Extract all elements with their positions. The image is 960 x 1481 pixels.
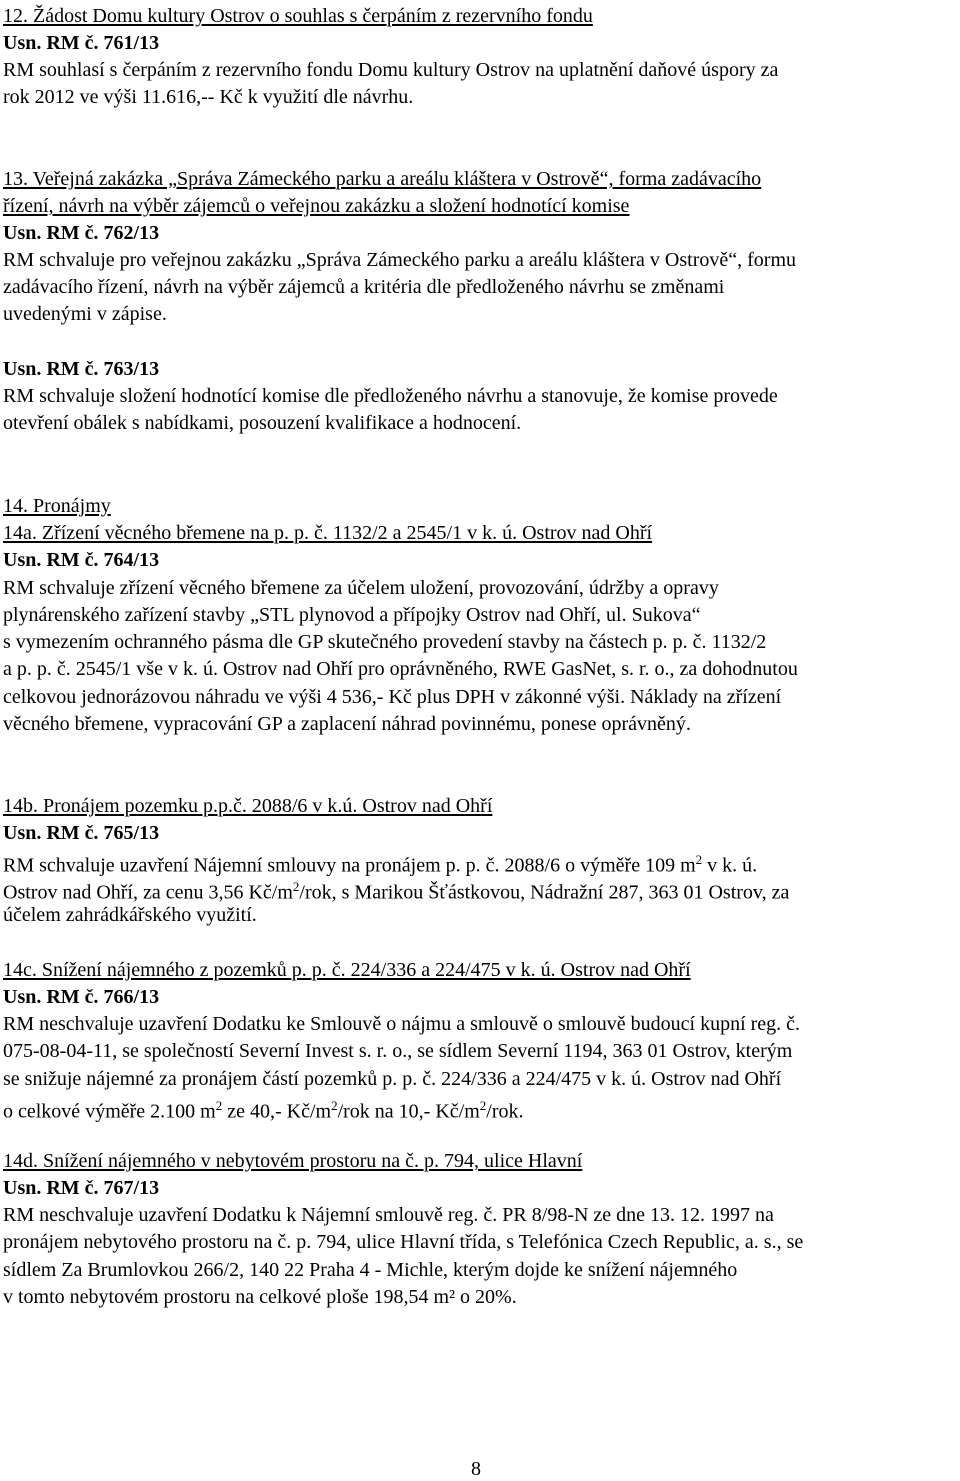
subsection-14a-heading: 14a. Zřízení věcného břemene na p. p. č. 1132/2 a 2545/1 v k. ú. Ostrov nad Ohří	[3, 522, 653, 544]
superscript: 2	[215, 1098, 223, 1113]
resolution-text-line: účelem zahrádkářského využití.	[3, 904, 257, 926]
resolution-number: Usn. RM č. 763/13	[3, 358, 160, 380]
superscript: 2	[479, 1098, 487, 1113]
text-run: RM schvaluje uzavření Nájemní smlouvy na pronájem p. p. č. 2088/6 o výměře 109 m	[3, 854, 696, 877]
resolution-text-line: se snižuje nájemné za pronájem částí pozemků p. p. č. 224/336 a 224/475 v k. ú. Ostrov nad Ohří	[3, 1068, 782, 1090]
resolution-text-line: RM schvaluje pro veřejnou zakázku „Správa Zámeckého parku a areálu kláštera v Ostrově“, formu	[3, 249, 797, 271]
resolution-text-line: plynárenského zařízení stavby „STL plynovod a přípojky Ostrov nad Ohří, ul. Sukova“	[3, 604, 701, 626]
resolution-text-line: RM schvaluje zřízení věcného břemene za účelem uložení, provozování, údržby a opravy	[3, 577, 719, 599]
resolution-number: Usn. RM č. 762/13	[3, 222, 160, 244]
resolution-text-line: RM neschvaluje uzavření Dodatku k Nájemní smlouvě reg. č. PR 8/98-N ze dne 13. 12. 1997 na	[3, 1204, 774, 1226]
page-number: 8	[471, 1458, 481, 1480]
section-13-heading-line: řízení, návrh na výběr zájemců o veřejnou zakázku a složení hodnotící komise	[3, 195, 630, 217]
subsection-14d-heading: 14d. Snížení nájemného v nebytovém prostoru na č. p. 794, ulice Hlavní	[3, 1150, 583, 1172]
subsection-14c-heading: 14c. Snížení nájemného z pozemků p. p. č. 224/336 a 224/475 v k. ú. Ostrov nad Ohří	[3, 959, 691, 981]
resolution-text-line: otevření obálek s nabídkami, posouzení kvalifikace a hodnocení.	[3, 412, 522, 434]
resolution-text-line: sídlem Za Brumlovkou 266/2, 140 22 Praha 4 - Michle, kterým dojde ke snížení nájemného	[3, 1259, 738, 1281]
superscript: 2	[695, 852, 703, 867]
resolution-text-line: celkovou jednorázovou náhradu ve výši 4 536,- Kč plus DPH v zákonné výši. Náklady na zřízení	[3, 686, 782, 708]
text-run: v k. ú.	[702, 854, 758, 877]
resolution-text-line: a p. p. č. 2545/1 vše v k. ú. Ostrov nad Ohří pro oprávněného, RWE GasNet, s. r. o., za dohodnutou	[3, 658, 798, 680]
resolution-text-line: RM souhlasí s čerpáním z rezervního fondu Domu kultury Ostrov na uplatnění daňové úspory za	[3, 59, 779, 81]
resolution-text-line: s vymezením ochranného pásma dle GP skutečného provedení stavby na částech p. p. č. 1132/2	[3, 631, 767, 653]
resolution-text-line: uvedenými v zápise.	[3, 303, 167, 325]
resolution-number: Usn. RM č. 761/13	[3, 32, 160, 54]
text-run: /rok.	[486, 1100, 524, 1123]
resolution-text-line: 075-08-04-11, se společností Severní Invest s. r. o., se sídlem Severní 1194, 363 01 Ostrov, kterým	[3, 1040, 793, 1062]
resolution-text-line	[3, 848, 757, 878]
resolution-text-line: rok 2012 ve výši 11.616,-- Kč k využití dle návrhu.	[3, 86, 414, 108]
resolution-number: Usn. RM č. 764/13	[3, 549, 160, 571]
resolution-text-line: v tomto nebytovém prostoru na celkové ploše 198,54 m² o 20%.	[3, 1286, 517, 1308]
section-14-heading: 14. Pronájmy	[3, 495, 111, 517]
resolution-number: Usn. RM č. 767/13	[3, 1177, 160, 1199]
text-run: /rok, s Marikou Šťástkovou, Nádražní 287, 363 01 Ostrov, za	[299, 881, 790, 904]
superscript: 2	[331, 1098, 338, 1113]
subsection-14b-heading: 14b. Pronájem pozemku p.p.č. 2088/6 v k.ú. Ostrov nad Ohří	[3, 795, 493, 817]
section-13-heading-line: 13. Veřejná zakázka „Správa Zámeckého parku a areálu kláštera v Ostrově“, forma zadávacího	[3, 168, 762, 190]
resolution-text-line	[3, 875, 789, 905]
resolution-text-line	[3, 1094, 523, 1124]
resolution-text-line: pronájem nebytového prostoru na č. p. 794, ulice Hlavní třída, s Telefónica Czech Republic, a. s., se	[3, 1231, 804, 1253]
resolution-text-line: věcného břemene, vypracování GP a zaplacení náhrad povinnému, ponese oprávněný.	[3, 713, 691, 735]
resolution-text-line: RM schvaluje složení hodnotící komise dle předloženého návrhu a stanovuje, že komise provede	[3, 385, 778, 407]
section-12-heading: 12. Žádost Domu kultury Ostrov o souhlas s čerpáním z rezervního fondu	[3, 5, 593, 27]
text-run: /rok na 10,- Kč/m	[337, 1100, 480, 1123]
resolution-number: Usn. RM č. 765/13	[3, 822, 160, 844]
superscript: 2	[292, 879, 300, 894]
text-run: o celkové výměře 2.100 m	[3, 1100, 216, 1123]
text-run: ze 40,- Kč/m	[222, 1100, 332, 1123]
resolution-text-line: RM neschvaluje uzavření Dodatku ke Smlouvě o nájmu a smlouvě o smlouvě budoucí kupní reg. č.	[3, 1013, 801, 1035]
resolution-text-line: zadávacího řízení, návrh na výběr zájemců a kritéria dle předloženého návrhu se změnami	[3, 276, 725, 298]
text-run: Ostrov nad Ohří, za cenu 3,56 Kč/m	[3, 881, 293, 904]
resolution-number: Usn. RM č. 766/13	[3, 986, 160, 1008]
